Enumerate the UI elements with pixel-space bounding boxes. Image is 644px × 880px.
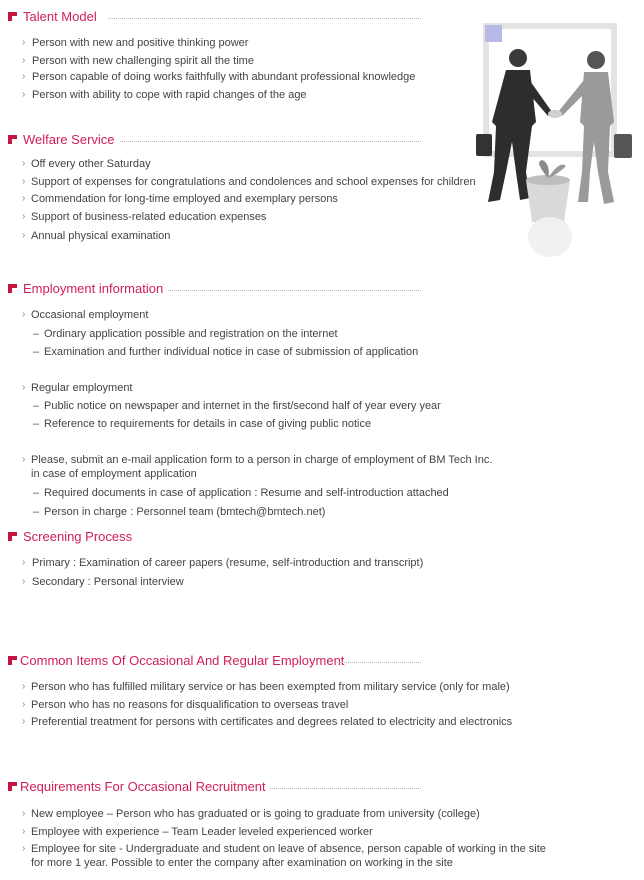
talent-model-heading bbox=[8, 9, 97, 24]
chevron-right-icon: › bbox=[22, 382, 26, 393]
chevron-right-icon: › bbox=[22, 454, 26, 465]
list-item: Secondary : Personal interview bbox=[32, 576, 184, 588]
list-item: Person with ability to cope with rapid changes of the age bbox=[32, 89, 307, 101]
chevron-right-icon: › bbox=[22, 826, 26, 837]
list-item: Preferential treatment for persons with certificates and degrees related to electricity and electronics bbox=[31, 716, 513, 728]
chevron-right-icon: › bbox=[22, 55, 26, 66]
regular-employment-label: Regular employment bbox=[31, 382, 133, 394]
chevron-right-icon: › bbox=[22, 158, 26, 169]
list-item: Support of expenses for congratulations and condolences and school expenses for children bbox=[31, 176, 476, 188]
submit-application-line2: in case of employment application bbox=[31, 468, 197, 480]
chevron-right-icon: › bbox=[22, 230, 26, 241]
list-item: Person who has fulfilled military service or has been exempted from military service (only for male) bbox=[31, 681, 510, 693]
dash-icon: – bbox=[33, 418, 40, 430]
chevron-right-icon: › bbox=[22, 557, 26, 568]
list-item: Support of business-related education expenses bbox=[31, 211, 267, 223]
section-marker-icon bbox=[8, 135, 17, 144]
list-item: Employee for site - Undergraduate and student on leave of absence, person capable of working in the site bbox=[31, 843, 546, 855]
list-item: Commendation for long-time employed and exemplary persons bbox=[31, 193, 338, 205]
list-item: Person who has no reasons for disqualification to overseas travel bbox=[31, 699, 349, 711]
list-item: New employee – Person who has graduated or is going to graduate from university (college) bbox=[31, 808, 480, 820]
talent-model-title: Talent Model bbox=[23, 9, 97, 24]
requirements-heading bbox=[8, 779, 266, 794]
dash-icon: – bbox=[33, 400, 40, 412]
chevron-right-icon: › bbox=[22, 576, 26, 587]
sub-item: Examination and further individual notice in case of submission of application bbox=[44, 346, 419, 358]
chevron-right-icon: › bbox=[22, 843, 26, 854]
chevron-right-icon: › bbox=[22, 699, 26, 710]
occasional-employment-label: Occasional employment bbox=[31, 309, 149, 321]
section-marker-icon bbox=[8, 12, 17, 21]
sub-item: Reference to requirements for details in case of giving public notice bbox=[44, 418, 372, 430]
handshake-illustration bbox=[470, 22, 640, 272]
screening-process-title: Screening Process bbox=[23, 529, 133, 544]
heading-divider bbox=[108, 18, 421, 19]
chevron-right-icon: › bbox=[22, 808, 26, 819]
list-item: Person with new challenging spirit all the time bbox=[32, 55, 254, 67]
list-item: Employee with experience – Team Leader leveled experienced worker bbox=[31, 826, 373, 838]
section-marker-icon bbox=[8, 656, 17, 665]
handshake-illustration-svg bbox=[470, 22, 640, 272]
dash-icon: – bbox=[33, 328, 40, 340]
chevron-right-icon: › bbox=[22, 193, 26, 204]
chevron-right-icon: › bbox=[22, 89, 26, 100]
list-item: Person with new and positive thinking power bbox=[32, 37, 249, 49]
welfare-service-heading bbox=[8, 132, 115, 147]
sub-item: Required documents in case of application : Resume and self-introduction attached bbox=[44, 487, 449, 499]
list-item: Person capable of doing works faithfully with abundant professional knowledge bbox=[32, 71, 416, 83]
section-marker-icon bbox=[8, 284, 17, 293]
list-item: Primary : Examination of career papers (resume, self-introduction and transcript) bbox=[32, 557, 424, 569]
list-item: Annual physical examination bbox=[31, 230, 171, 242]
heading-divider bbox=[339, 662, 421, 663]
section-marker-icon bbox=[8, 532, 17, 541]
welfare-service-title: Welfare Service bbox=[23, 132, 115, 147]
dash-icon: – bbox=[33, 506, 40, 518]
employment-info-heading bbox=[8, 281, 163, 296]
sub-item-contact: Person in charge : Personnel team (bmtech@bmtech.net) bbox=[44, 506, 326, 518]
employment-info-title: Employment information bbox=[23, 281, 164, 296]
chevron-right-icon: › bbox=[22, 37, 26, 48]
chevron-right-icon: › bbox=[22, 71, 26, 82]
chevron-right-icon: › bbox=[22, 309, 26, 320]
chevron-right-icon: › bbox=[22, 716, 26, 727]
screening-process-heading bbox=[8, 529, 132, 544]
dash-icon: – bbox=[33, 346, 40, 358]
chevron-right-icon: › bbox=[22, 176, 26, 187]
heading-divider bbox=[120, 141, 421, 142]
common-items-title: Common Items Of Occasional And Regular Employment bbox=[20, 653, 345, 668]
list-item: Off every other Saturday bbox=[31, 158, 151, 170]
section-marker-icon bbox=[8, 782, 17, 791]
sub-item: Public notice on newspaper and internet in the first/second half of year every year bbox=[44, 400, 441, 412]
list-item-continuation: for more 1 year. Possible to enter the company after examination on working in the site bbox=[31, 857, 453, 869]
heading-divider bbox=[270, 788, 421, 789]
heading-divider bbox=[168, 290, 421, 291]
dash-icon: – bbox=[33, 487, 40, 499]
chevron-right-icon: › bbox=[22, 681, 26, 692]
sub-item: Ordinary application possible and registration on the internet bbox=[44, 328, 338, 340]
common-items-heading bbox=[8, 653, 344, 668]
requirements-title: Requirements For Occasional Recruitment bbox=[20, 779, 266, 794]
submit-application-line1: Please, submit an e-mail application form to a person in charge of employment of BM Tech Inc. bbox=[31, 454, 493, 466]
chevron-right-icon: › bbox=[22, 211, 26, 222]
